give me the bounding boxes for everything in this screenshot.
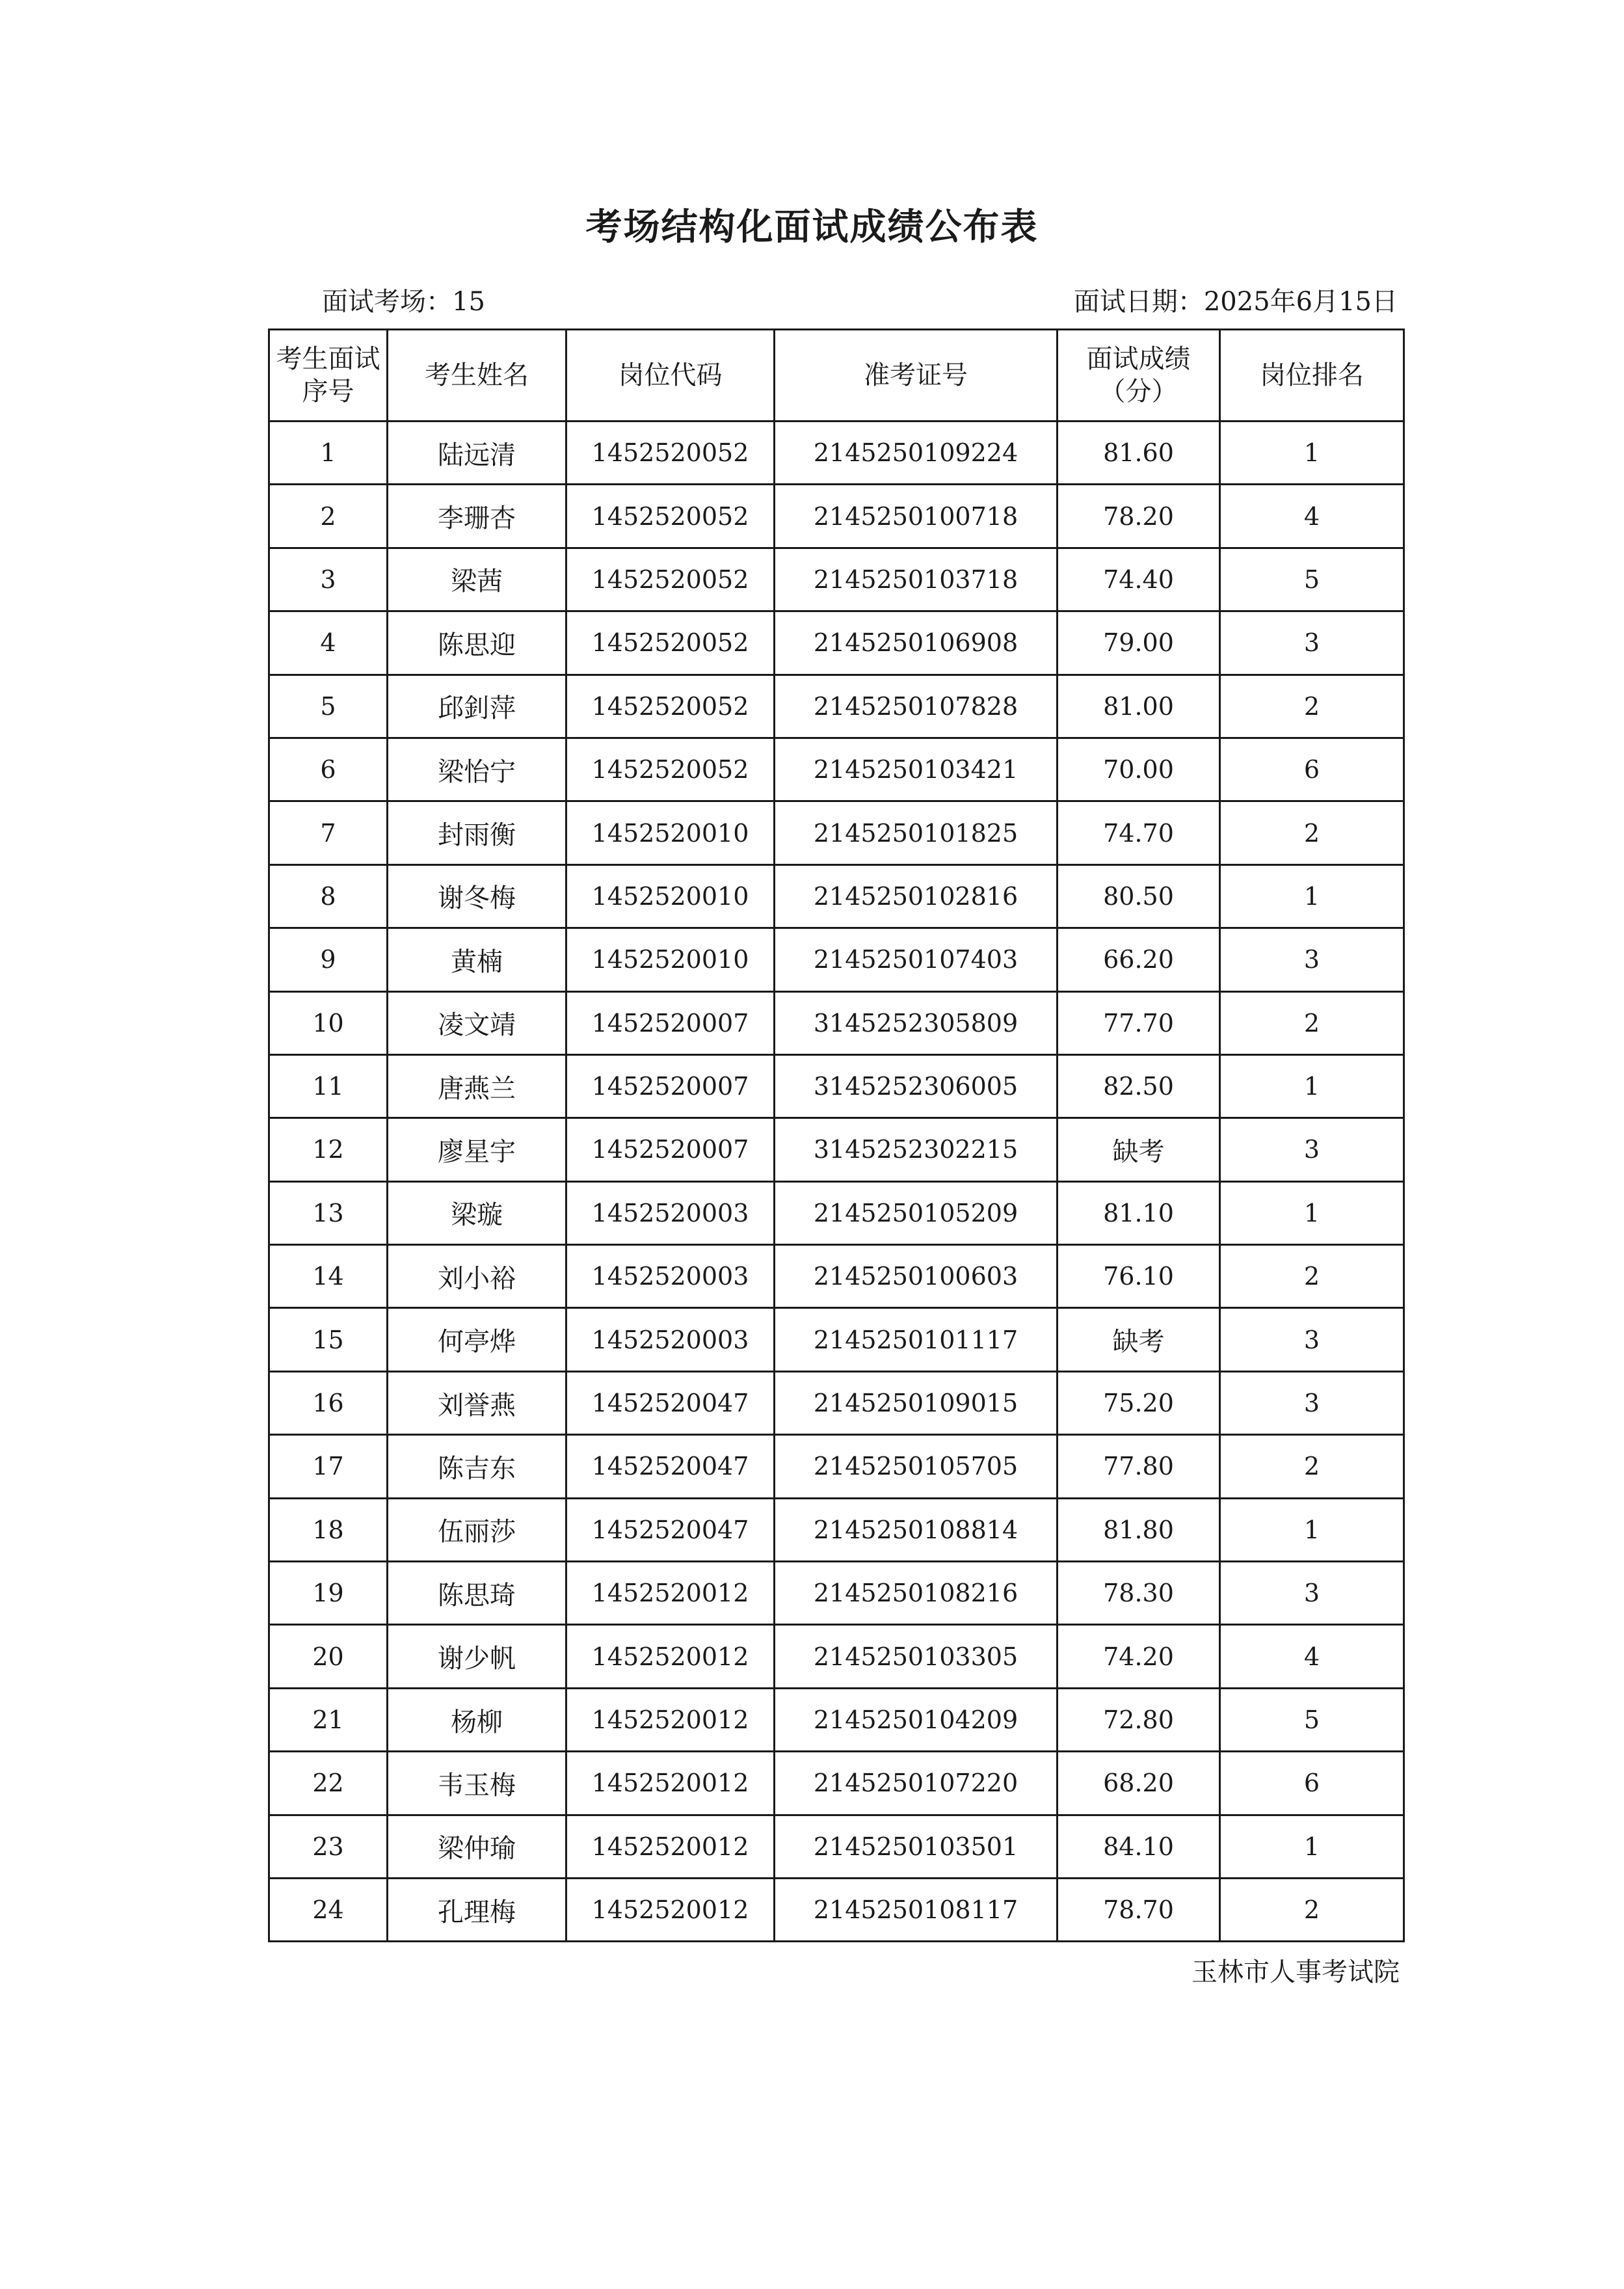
cell-score: 82.50 [1058, 1054, 1220, 1118]
cell-rank: 3 [1220, 1308, 1404, 1371]
cell-seq: 2 [269, 485, 388, 548]
cell-rank: 3 [1220, 1371, 1404, 1434]
cell-exam-no: 2145250106908 [775, 611, 1058, 675]
table-row [269, 611, 1404, 675]
table-row [269, 548, 1404, 611]
cell-score: 81.10 [1058, 1181, 1220, 1244]
cell-score: 78.30 [1058, 1562, 1220, 1625]
cell-score: 缺考 [1058, 1308, 1220, 1371]
cell-rank: 2 [1220, 1245, 1404, 1308]
table-row [269, 1878, 1404, 1941]
cell-post-code: 1452520052 [566, 422, 775, 485]
cell-name: 唐燕兰 [388, 1054, 566, 1118]
cell-rank: 1 [1220, 864, 1404, 928]
table-row [269, 675, 1404, 738]
cell-exam-no: 2145250103421 [775, 738, 1058, 801]
cell-exam-no: 2145250105209 [775, 1181, 1058, 1244]
cell-score: 81.60 [1058, 422, 1220, 485]
cell-post-code: 1452520010 [566, 928, 775, 991]
table-row [269, 1118, 1404, 1181]
cell-name: 邱釗萍 [388, 675, 566, 738]
cell-name: 凌文靖 [388, 991, 566, 1054]
cell-seq: 18 [269, 1498, 388, 1561]
cell-exam-no: 2145250103718 [775, 548, 1058, 611]
table-header-row [269, 330, 1404, 422]
cell-name: 刘誉燕 [388, 1371, 566, 1434]
exam-room-label: 面试考场：15 [322, 287, 485, 317]
cell-name: 刘小裕 [388, 1245, 566, 1308]
cell-name: 伍丽莎 [388, 1498, 566, 1561]
cell-score: 81.80 [1058, 1498, 1220, 1561]
cell-rank: 4 [1220, 485, 1404, 548]
table-row [269, 738, 1404, 801]
cell-score: 78.70 [1058, 1878, 1220, 1941]
table-row [269, 1371, 1404, 1434]
table-row [269, 864, 1404, 928]
cell-name: 李珊杏 [388, 485, 566, 548]
cell-seq: 9 [269, 928, 388, 991]
cell-rank: 5 [1220, 548, 1404, 611]
cell-exam-no: 2145250107828 [775, 675, 1058, 738]
cell-exam-no: 3145252305809 [775, 991, 1058, 1054]
cell-post-code: 1452520012 [566, 1562, 775, 1625]
issuing-organization: 玉林市人事考试院 [1191, 1957, 1400, 1987]
cell-post-code: 1452520052 [566, 675, 775, 738]
cell-rank: 3 [1220, 611, 1404, 675]
cell-exam-no: 2145250108216 [775, 1562, 1058, 1625]
cell-rank: 3 [1220, 1118, 1404, 1181]
cell-exam-no: 2145250103305 [775, 1625, 1058, 1688]
cell-exam-no: 2145250100718 [775, 485, 1058, 548]
cell-exam-no: 3145252306005 [775, 1054, 1058, 1118]
cell-name: 廖星宇 [388, 1118, 566, 1181]
cell-name: 孔理梅 [388, 1878, 566, 1941]
cell-rank: 4 [1220, 1625, 1404, 1688]
cell-score: 78.20 [1058, 485, 1220, 548]
header-seq: 考生面试序号 [269, 330, 388, 422]
cell-post-code: 1452520012 [566, 1625, 775, 1688]
cell-name: 谢冬梅 [388, 864, 566, 928]
cell-exam-no: 2145250105705 [775, 1435, 1058, 1498]
cell-seq: 15 [269, 1308, 388, 1371]
table-row [269, 1498, 1404, 1561]
header-score: 面试成绩（分） [1058, 330, 1220, 422]
cell-exam-no: 2145250103501 [775, 1815, 1058, 1878]
cell-seq: 7 [269, 801, 388, 864]
cell-seq: 1 [269, 422, 388, 485]
cell-post-code: 1452520052 [566, 485, 775, 548]
cell-name: 何亭烨 [388, 1308, 566, 1371]
cell-exam-no: 3145252302215 [775, 1118, 1058, 1181]
cell-rank: 5 [1220, 1688, 1404, 1751]
cell-post-code: 1452520012 [566, 1752, 775, 1815]
cell-rank: 2 [1220, 1435, 1404, 1498]
table-row [269, 485, 1404, 548]
table-body [269, 422, 1404, 1942]
cell-seq: 23 [269, 1815, 388, 1878]
header-rank: 岗位排名 [1220, 330, 1404, 422]
cell-score: 79.00 [1058, 611, 1220, 675]
table-row [269, 1562, 1404, 1625]
cell-name: 韦玉梅 [388, 1752, 566, 1815]
cell-seq: 4 [269, 611, 388, 675]
cell-rank: 1 [1220, 1498, 1404, 1561]
cell-exam-no: 2145250109015 [775, 1371, 1058, 1434]
cell-post-code: 1452520010 [566, 801, 775, 864]
cell-seq: 14 [269, 1245, 388, 1308]
cell-seq: 6 [269, 738, 388, 801]
cell-post-code: 1452520010 [566, 864, 775, 928]
cell-seq: 8 [269, 864, 388, 928]
cell-exam-no: 2145250101117 [775, 1308, 1058, 1371]
cell-seq: 5 [269, 675, 388, 738]
cell-post-code: 1452520012 [566, 1688, 775, 1751]
table-row [269, 928, 1404, 991]
cell-exam-no: 2145250104209 [775, 1688, 1058, 1751]
score-table [268, 328, 1405, 1942]
cell-seq: 17 [269, 1435, 388, 1498]
table-row [269, 1688, 1404, 1751]
table-row [269, 1625, 1404, 1688]
cell-name: 梁茜 [388, 548, 566, 611]
cell-post-code: 1452520003 [566, 1308, 775, 1371]
table-row [269, 801, 1404, 864]
cell-score: 68.20 [1058, 1752, 1220, 1815]
cell-score: 76.10 [1058, 1245, 1220, 1308]
cell-score: 77.80 [1058, 1435, 1220, 1498]
cell-name: 陈思迎 [388, 611, 566, 675]
table-row [269, 1245, 1404, 1308]
cell-seq: 22 [269, 1752, 388, 1815]
cell-post-code: 1452520052 [566, 548, 775, 611]
cell-score: 74.70 [1058, 801, 1220, 864]
cell-rank: 2 [1220, 675, 1404, 738]
cell-score: 80.50 [1058, 864, 1220, 928]
cell-score: 70.00 [1058, 738, 1220, 801]
cell-post-code: 1452520052 [566, 738, 775, 801]
cell-score: 84.10 [1058, 1815, 1220, 1878]
cell-post-code: 1452520012 [566, 1878, 775, 1941]
cell-seq: 13 [269, 1181, 388, 1244]
cell-score: 74.20 [1058, 1625, 1220, 1688]
cell-seq: 19 [269, 1562, 388, 1625]
header-name: 考生姓名 [388, 330, 566, 422]
cell-name: 杨柳 [388, 1688, 566, 1751]
cell-rank: 6 [1220, 1752, 1404, 1815]
cell-post-code: 1452520007 [566, 1054, 775, 1118]
cell-post-code: 1452520007 [566, 991, 775, 1054]
cell-rank: 3 [1220, 928, 1404, 991]
interview-date-label: 面试日期：2025年6月15日 [1073, 287, 1398, 317]
cell-seq: 12 [269, 1118, 388, 1181]
cell-exam-no: 2145250108814 [775, 1498, 1058, 1561]
table-row [269, 1752, 1404, 1815]
cell-post-code: 1452520047 [566, 1498, 775, 1561]
cell-post-code: 1452520003 [566, 1245, 775, 1308]
header-exam-no: 准考证号 [775, 330, 1058, 422]
cell-name: 陆远清 [388, 422, 566, 485]
cell-exam-no: 2145250107403 [775, 928, 1058, 991]
cell-seq: 24 [269, 1878, 388, 1941]
cell-seq: 16 [269, 1371, 388, 1434]
cell-exam-no: 2145250107220 [775, 1752, 1058, 1815]
cell-score: 66.20 [1058, 928, 1220, 991]
cell-score: 缺考 [1058, 1118, 1220, 1181]
cell-name: 梁璇 [388, 1181, 566, 1244]
table-row [269, 1435, 1404, 1498]
cell-name: 陈吉东 [388, 1435, 566, 1498]
table-row [269, 422, 1404, 485]
page-title: 考场结构化面试成绩公布表 [585, 206, 1039, 248]
cell-exam-no: 2145250100603 [775, 1245, 1058, 1308]
cell-seq: 21 [269, 1688, 388, 1751]
cell-rank: 3 [1220, 1562, 1404, 1625]
cell-exam-no: 2145250109224 [775, 422, 1058, 485]
cell-seq: 10 [269, 991, 388, 1054]
cell-name: 谢少帆 [388, 1625, 566, 1688]
table-row [269, 1815, 1404, 1878]
cell-rank: 1 [1220, 1054, 1404, 1118]
cell-score: 75.20 [1058, 1371, 1220, 1434]
cell-post-code: 1452520012 [566, 1815, 775, 1878]
table-row [269, 1181, 1404, 1244]
cell-post-code: 1452520047 [566, 1435, 775, 1498]
header-post-code: 岗位代码 [566, 330, 775, 422]
cell-rank: 2 [1220, 991, 1404, 1054]
cell-name: 封雨衡 [388, 801, 566, 864]
cell-name: 梁怡宁 [388, 738, 566, 801]
cell-seq: 20 [269, 1625, 388, 1688]
cell-rank: 2 [1220, 1878, 1404, 1941]
cell-post-code: 1452520052 [566, 611, 775, 675]
cell-score: 74.40 [1058, 548, 1220, 611]
cell-rank: 1 [1220, 1815, 1404, 1878]
cell-post-code: 1452520007 [566, 1118, 775, 1181]
cell-rank: 2 [1220, 801, 1404, 864]
cell-exam-no: 2145250101825 [775, 801, 1058, 864]
cell-rank: 1 [1220, 1181, 1404, 1244]
cell-score: 81.00 [1058, 675, 1220, 738]
cell-post-code: 1452520047 [566, 1371, 775, 1434]
table-row [269, 991, 1404, 1054]
cell-name: 梁仲瑜 [388, 1815, 566, 1878]
cell-score: 72.80 [1058, 1688, 1220, 1751]
table-row [269, 1308, 1404, 1371]
cell-score: 77.70 [1058, 991, 1220, 1054]
cell-rank: 1 [1220, 422, 1404, 485]
cell-exam-no: 2145250108117 [775, 1878, 1058, 1941]
table-row [269, 1054, 1404, 1118]
cell-name: 黄楠 [388, 928, 566, 991]
cell-exam-no: 2145250102816 [775, 864, 1058, 928]
cell-seq: 11 [269, 1054, 388, 1118]
cell-post-code: 1452520003 [566, 1181, 775, 1244]
cell-name: 陈思琦 [388, 1562, 566, 1625]
cell-rank: 6 [1220, 738, 1404, 801]
cell-seq: 3 [269, 548, 388, 611]
